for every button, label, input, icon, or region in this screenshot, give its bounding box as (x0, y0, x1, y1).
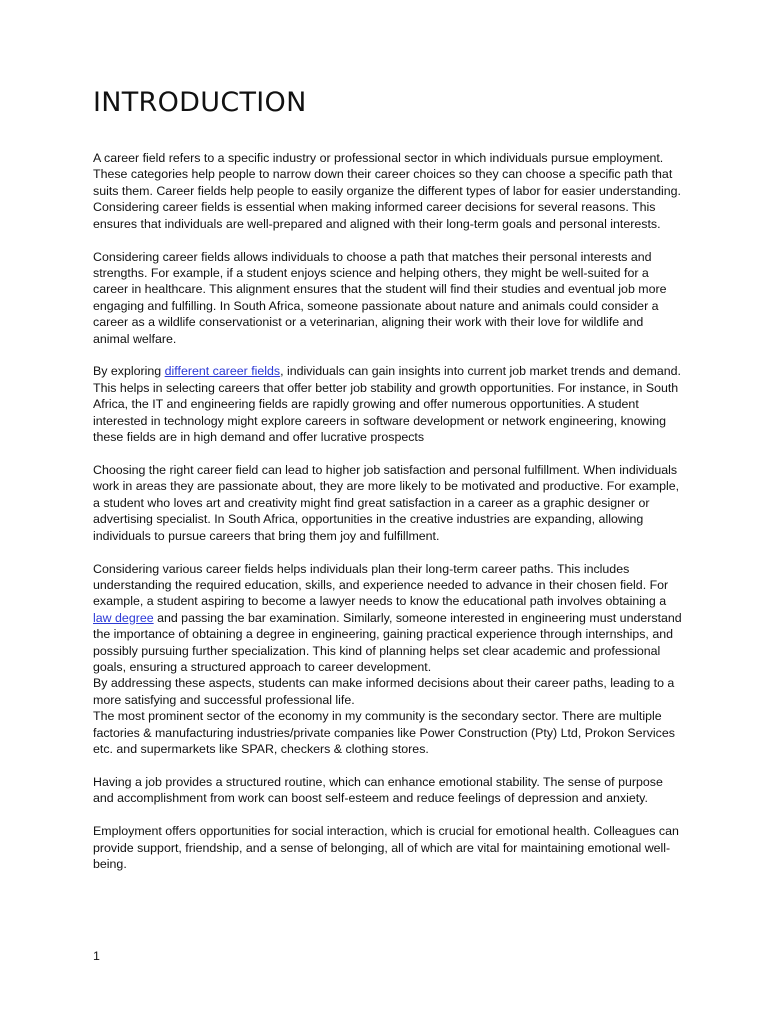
paragraph-text: , individuals can gain insights into current job market trends and demand. This helps in selecting careers that offer better job stability and growth opportunities. For instance, in South Africa, the IT and engineering fields are rapidly growing and offer numerous opportunities. A student interested in technology might explore careers in software development or network engineering, knowing these fields are in high demand and offer lucrative prospects (93, 364, 681, 445)
paragraph-personal-interests: Considering career fields allows individuals to choose a path that matches their personal interests and strengths. For example, if a student enjoys science and helping others, they might be well-suited for a career in healthcare. This alignment ensures that the student will find their studies and eventual job more engaging and fulfilling. In South Africa, someone passionate about nature and animals could consider a career as a wildlife conservationist or a veterinarian, aligning their work with their love for wildlife and animal welfare. (93, 249, 667, 346)
law-degree-link[interactable]: law degree (93, 610, 154, 625)
different-career-fields-link[interactable]: different career fields (164, 364, 281, 379)
paragraph-job-satisfaction: Choosing the right career field can lead to higher job satisfaction and personal fulfillment. When individuals work in areas they are passionate about, they are more likely to be motivated and productive. For example, a student who loves art and creativity might find great satisfaction in a career as a graphic designer or advertising specialist. In South Africa, opportunities in the creative industries are expanding, allowing individuals to pursue careers that bring them joy and fulfillment. (93, 463, 680, 543)
page-number: 1 (93, 949, 100, 963)
paragraph-career-planning (93, 561, 683, 676)
paragraph-text: By exploring (93, 364, 165, 379)
paragraph-job-market (93, 363, 683, 445)
paragraph-economy-sector: The most prominent sector of the economy in my community is the secondary sector. There are multiple factories & manufacturing industries/private companies like Power Construction (Pty) Ltd, Prokon Services etc. and supermarkets like SPAR, checkers & clothing stores. (93, 709, 675, 756)
document-page (93, 86, 683, 889)
paragraph-informed-decisions: By addressing these aspects, students can make informed decisions about their career paths, leading to a more satisfying and successful professional life. (93, 676, 675, 707)
paragraph-career-field-definition: A career field refers to a specific industry or professional sector in which individuals pursue employment. These categories help people to narrow down their career choices so they can choose a specific path that suits them. Career fields help people to easily organize the different types of labor for easier understanding. Considering career fields is essential when making informed career decisions for several reasons. This ensures that individuals are well-prepared and aligned with their long-term goals and personal interests. (93, 151, 681, 231)
paragraph-text: and passing the bar examination. Similarly, someone interested in engineering must understand the importance of obtaining a degree in engineering, gaining practical experience through internships, and possibly pursuing further specialization. This kind of planning helps set clear academic and professional goals, ensuring a structured approach to career development. (93, 610, 682, 674)
paragraph-text: Considering various career fields helps individuals plan their long-term career paths. This includes understanding the required education, skills, and experience needed to advance in their chosen field. For example, a student aspiring to become a lawyer needs to know the educational path involves obtaining a (93, 561, 669, 609)
page-title: INTRODUCTION (93, 87, 307, 118)
paragraph-social-interaction: Employment offers opportunities for social interaction, which is crucial for emotional health. Colleagues can provide support, friendship, and a sense of belonging, all of which are vital for maintaining emotional well-being. (93, 824, 679, 872)
paragraph-emotional-stability: Having a job provides a structured routine, which can enhance emotional stability. The sense of purpose and accomplishment from work can boost self-esteem and reduce feelings of depression and anxiety. (93, 774, 663, 806)
